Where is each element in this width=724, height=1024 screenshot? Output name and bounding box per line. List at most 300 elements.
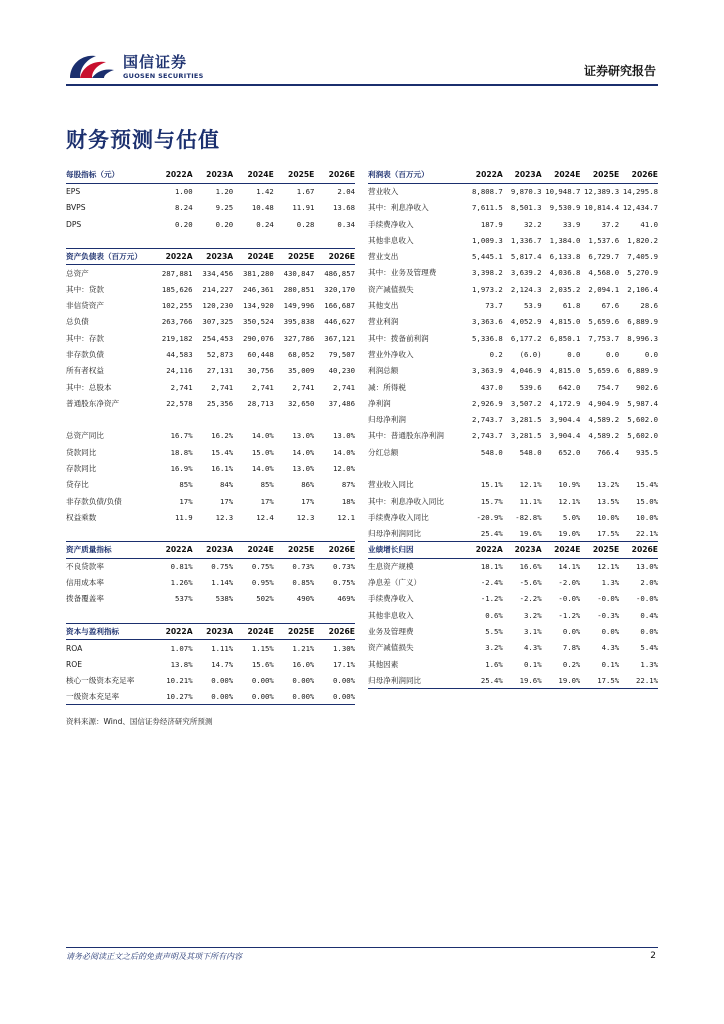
cell-value: 13.0% bbox=[636, 562, 658, 572]
cell-value: 754.7 bbox=[597, 382, 620, 392]
cell-value: 1,336.7 bbox=[510, 235, 542, 245]
cell-value: 4,568.0 bbox=[588, 268, 620, 278]
cell-value: 1.00 bbox=[175, 187, 193, 197]
table-row bbox=[368, 395, 658, 411]
cell-value: 486,857 bbox=[324, 268, 355, 278]
cell-value: 5,445.1 bbox=[472, 252, 503, 262]
table-row bbox=[368, 672, 658, 688]
table-row bbox=[368, 363, 658, 379]
cell-value: 0.20 bbox=[215, 219, 234, 229]
year-header: 2025E bbox=[580, 167, 619, 183]
year-header: 2022A bbox=[152, 623, 193, 639]
year-header: 2024E bbox=[233, 248, 274, 264]
year-header: 2025E bbox=[274, 623, 315, 639]
row-label bbox=[66, 232, 152, 248]
row-label: 不良贷款率 bbox=[66, 562, 104, 572]
row-label: DPS bbox=[66, 219, 82, 229]
cell-value: 548.0 bbox=[519, 447, 542, 457]
cell-value: 0.0% bbox=[640, 626, 658, 636]
cell-value: 18.8% bbox=[170, 447, 193, 457]
row-label: 拨备覆盖率 bbox=[66, 594, 104, 604]
cell-value: 14.0% bbox=[333, 447, 355, 457]
cell-value: 1,009.3 bbox=[472, 235, 503, 245]
cell-value: 350,524 bbox=[243, 317, 274, 327]
table-row bbox=[368, 200, 658, 216]
cell-value bbox=[580, 460, 619, 476]
table-header-row bbox=[66, 167, 355, 183]
cell-value: 4,815.0 bbox=[549, 317, 581, 327]
cell-value: 13.2% bbox=[597, 480, 620, 490]
cell-value: 5.5% bbox=[485, 626, 503, 636]
cell-value bbox=[193, 411, 234, 427]
cell-value: 41.0 bbox=[640, 219, 658, 229]
cell-value: 214,227 bbox=[202, 284, 234, 294]
cell-value: 37,486 bbox=[328, 398, 355, 408]
cell-value: 935.5 bbox=[636, 447, 658, 457]
cell-value: 367,121 bbox=[324, 333, 355, 343]
table-row bbox=[66, 346, 355, 362]
row-label bbox=[66, 607, 152, 623]
spacer-row bbox=[368, 460, 658, 476]
table-section-title: 业绩增长归因 bbox=[368, 542, 464, 558]
right-financial-tables bbox=[368, 167, 658, 689]
table-row bbox=[368, 314, 658, 330]
table-row bbox=[368, 607, 658, 623]
cell-value: 0.24 bbox=[256, 219, 274, 229]
cell-value bbox=[233, 526, 274, 542]
cell-value bbox=[619, 460, 658, 476]
year-header: 2024E bbox=[233, 167, 274, 183]
cell-value: 1.20 bbox=[215, 187, 234, 197]
cell-value: 16.7% bbox=[170, 431, 193, 441]
cell-value: 12,389.3 bbox=[584, 187, 620, 197]
cell-value: 16.0% bbox=[292, 659, 315, 669]
cell-value: 86% bbox=[301, 480, 315, 490]
year-header: 2024E bbox=[542, 167, 581, 183]
cell-value: 7,753.7 bbox=[588, 333, 620, 343]
cell-value: 430,847 bbox=[283, 268, 315, 278]
cell-value: 13.0% bbox=[333, 431, 355, 441]
cell-value: -2.2% bbox=[519, 594, 542, 604]
cell-value: 40,230 bbox=[328, 366, 355, 376]
cell-value: 12.0% bbox=[333, 463, 355, 473]
cell-value: 0.00% bbox=[193, 689, 234, 705]
year-header: 2026E bbox=[619, 167, 658, 183]
cell-value: 4,052.9 bbox=[510, 317, 542, 327]
cell-value: 16.1% bbox=[211, 463, 234, 473]
table-row bbox=[368, 591, 658, 607]
cell-value: 0.81% bbox=[170, 562, 193, 572]
cell-value: 537% bbox=[175, 594, 193, 604]
cell-value: 12.1% bbox=[558, 496, 581, 506]
cell-value: 2,106.4 bbox=[627, 284, 658, 294]
table-row bbox=[66, 379, 355, 395]
cell-value: 0.95% bbox=[251, 578, 274, 588]
cell-value: 0.0% bbox=[601, 626, 620, 636]
row-label: 营业收入 bbox=[368, 187, 399, 197]
cell-value: 134,920 bbox=[243, 301, 274, 311]
cell-value: 0.2% bbox=[562, 659, 581, 669]
cell-value: 1,384.0 bbox=[549, 235, 581, 245]
year-header: 2022A bbox=[152, 167, 193, 183]
table-header-row bbox=[368, 542, 658, 558]
cell-value: 548.0 bbox=[480, 447, 503, 457]
cell-value: 22.1% bbox=[619, 526, 658, 542]
table-row bbox=[368, 477, 658, 493]
cell-value: 120,230 bbox=[202, 301, 234, 311]
cell-value: 11.9 bbox=[175, 512, 193, 522]
cell-value: 13.0% bbox=[292, 463, 315, 473]
cell-value: 10.0% bbox=[597, 512, 620, 522]
table-row bbox=[66, 330, 355, 346]
table-row bbox=[66, 591, 355, 607]
table-row bbox=[66, 672, 355, 688]
cell-value: 246,361 bbox=[243, 284, 274, 294]
row-label bbox=[66, 411, 152, 427]
cell-value: 0.28 bbox=[296, 219, 315, 229]
table-row bbox=[368, 428, 658, 444]
table-row bbox=[66, 574, 355, 590]
cell-value: 10.48 bbox=[251, 203, 274, 213]
cell-value: 19.6% bbox=[503, 672, 542, 688]
year-header: 2023A bbox=[193, 542, 234, 558]
cell-value: 61.8 bbox=[562, 301, 581, 311]
row-label: 手续费净收入 bbox=[368, 594, 414, 604]
cell-value: 5,602.0 bbox=[627, 415, 658, 425]
cell-value: 15.6% bbox=[251, 659, 274, 669]
row-label: 非存款负债 bbox=[66, 349, 104, 359]
cell-value: 13.8% bbox=[170, 659, 193, 669]
cell-value: 6,850.1 bbox=[549, 333, 581, 343]
year-header: 2022A bbox=[152, 542, 193, 558]
cell-value: -0.0% bbox=[558, 594, 581, 604]
cell-value: 0.6% bbox=[485, 610, 503, 620]
cell-value: 0.1% bbox=[524, 659, 542, 669]
table-section-title: 资本与盈利指标 bbox=[66, 623, 152, 639]
cell-value: 30,756 bbox=[247, 366, 274, 376]
year-header: 2024E bbox=[233, 542, 274, 558]
year-header: 2025E bbox=[580, 542, 619, 558]
cell-value: 52,873 bbox=[206, 349, 234, 359]
cell-value: 652.0 bbox=[558, 447, 581, 457]
table-header-row bbox=[66, 542, 355, 558]
cell-value: 27,131 bbox=[206, 366, 234, 376]
row-label bbox=[368, 460, 464, 476]
cell-value: 902.6 bbox=[636, 382, 658, 392]
cell-value: 287,881 bbox=[161, 268, 193, 278]
table-row bbox=[66, 656, 355, 672]
cell-value: -20.9% bbox=[476, 512, 503, 522]
cell-value: 7,611.5 bbox=[472, 203, 503, 213]
cell-value: 5,659.6 bbox=[588, 317, 620, 327]
table-row bbox=[368, 623, 658, 639]
cell-value: 3,363.9 bbox=[472, 366, 503, 376]
logo-mark-icon bbox=[66, 50, 118, 82]
cell-value: 5,602.0 bbox=[627, 431, 658, 441]
cell-value: 3,639.2 bbox=[510, 268, 542, 278]
cell-value: 12.1% bbox=[597, 562, 620, 572]
cell-value: 1.6% bbox=[485, 659, 503, 669]
row-label: 总资产 bbox=[66, 268, 89, 278]
cell-value: 6,177.2 bbox=[510, 333, 542, 343]
table-row bbox=[368, 265, 658, 281]
cell-value: 37.2 bbox=[601, 219, 620, 229]
cell-value: 5,270.9 bbox=[627, 268, 658, 278]
row-label: 非信贷资产 bbox=[66, 301, 104, 311]
year-header: 2024E bbox=[233, 623, 274, 639]
cell-value: 17.5% bbox=[580, 526, 619, 542]
cell-value bbox=[274, 526, 315, 542]
row-label: 归母净利润 bbox=[368, 415, 406, 425]
row-label: 其中：贷款 bbox=[66, 284, 104, 294]
cell-value: -2.0% bbox=[558, 578, 581, 588]
cell-value: 28.6 bbox=[640, 301, 658, 311]
table-row bbox=[368, 444, 658, 460]
cell-value: 25,356 bbox=[206, 398, 234, 408]
cell-value: 642.0 bbox=[558, 382, 581, 392]
cell-value: 0.00% bbox=[251, 675, 274, 685]
table-row bbox=[368, 330, 658, 346]
row-label: 利润总额 bbox=[368, 366, 399, 376]
table-row bbox=[368, 346, 658, 362]
cell-value bbox=[152, 232, 193, 248]
row-label: 归母净利润同比 bbox=[368, 526, 464, 542]
row-label: 营业外净收入 bbox=[368, 349, 414, 359]
table-row bbox=[368, 281, 658, 297]
cell-value: 149,996 bbox=[283, 301, 315, 311]
cell-value: 2,741 bbox=[211, 382, 234, 392]
year-header: 2026E bbox=[314, 623, 355, 639]
cell-value: 327,786 bbox=[283, 333, 315, 343]
table-row bbox=[368, 656, 658, 672]
cell-value: 17% bbox=[301, 496, 315, 506]
cell-value: 8,808.7 bbox=[472, 187, 503, 197]
cell-value: -2.4% bbox=[480, 578, 503, 588]
cell-value: 6,889.9 bbox=[627, 317, 658, 327]
row-label: 其他非息收入 bbox=[368, 235, 414, 245]
table-row bbox=[368, 183, 658, 199]
cell-value: 4,172.9 bbox=[549, 398, 581, 408]
cell-value: 2,124.3 bbox=[510, 284, 542, 294]
cell-value: 0.0 bbox=[606, 349, 620, 359]
table-row bbox=[66, 460, 355, 476]
cell-value: 15.0% bbox=[636, 496, 658, 506]
row-label: 营业收入同比 bbox=[368, 480, 414, 490]
row-label: 总资产同比 bbox=[66, 431, 104, 441]
cell-value: 0.75% bbox=[211, 562, 234, 572]
logo-chinese-name: 国信证券 bbox=[123, 53, 188, 71]
row-label: 其中：业务及管理费 bbox=[368, 268, 437, 278]
cell-value: 11.1% bbox=[519, 496, 542, 506]
cell-value: 334,456 bbox=[202, 268, 234, 278]
page-number: 2 bbox=[650, 951, 656, 961]
cell-value: 14.0% bbox=[292, 447, 315, 457]
cell-value bbox=[193, 232, 234, 248]
row-label: 资产减值损失 bbox=[368, 643, 414, 653]
table-row bbox=[66, 428, 355, 444]
cell-value: 4,815.0 bbox=[549, 366, 581, 376]
table-row bbox=[368, 493, 658, 509]
cell-value: 3.2% bbox=[524, 610, 542, 620]
page-title: 财务预测与估值 bbox=[66, 128, 220, 152]
cell-value bbox=[233, 607, 274, 623]
row-label: 净息差（广义） bbox=[368, 578, 422, 588]
cell-value: 24,116 bbox=[166, 366, 193, 376]
cell-value: 17% bbox=[260, 496, 274, 506]
cell-value: 3,904.4 bbox=[549, 415, 581, 425]
cell-value: 12.3 bbox=[215, 512, 234, 522]
cell-value: 5.4% bbox=[640, 643, 658, 653]
year-header: 2026E bbox=[314, 542, 355, 558]
cell-value: 0.2 bbox=[489, 349, 503, 359]
row-label: 其中：总股本 bbox=[66, 382, 112, 392]
row-label: 减：所得税 bbox=[368, 382, 406, 392]
table-row bbox=[66, 183, 355, 199]
table-section-title: 资产质量指标 bbox=[66, 542, 152, 558]
cell-value: 3,398.2 bbox=[472, 268, 503, 278]
right-column bbox=[368, 167, 658, 689]
disclaimer-text: 请务必阅读正文之后的免责声明及其项下所有内容 bbox=[66, 952, 242, 961]
year-header: 2022A bbox=[152, 248, 193, 264]
cell-value: 10.0% bbox=[636, 512, 658, 522]
cell-value: 0.00% bbox=[211, 675, 234, 685]
table-row bbox=[66, 493, 355, 509]
cell-value: 469% bbox=[337, 594, 355, 604]
cell-value: 0.0 bbox=[567, 349, 581, 359]
table-row bbox=[368, 232, 658, 248]
cell-value: 1.21% bbox=[292, 643, 315, 653]
row-label bbox=[66, 526, 152, 542]
table-row bbox=[368, 248, 658, 264]
table-section-title: 每股指标（元） bbox=[66, 167, 152, 183]
cell-value: 1.15% bbox=[251, 643, 274, 653]
cell-value: 539.6 bbox=[519, 382, 542, 392]
table-header-row bbox=[66, 623, 355, 639]
table-row bbox=[368, 411, 658, 427]
table-row bbox=[66, 216, 355, 232]
cell-value: 84% bbox=[220, 480, 234, 490]
cell-value: 0.0 bbox=[644, 349, 658, 359]
cell-value bbox=[152, 607, 193, 623]
cell-value: -0.0% bbox=[597, 594, 620, 604]
year-header: 2024E bbox=[542, 542, 581, 558]
cell-value: 0.85% bbox=[292, 578, 315, 588]
row-label: ROE bbox=[66, 659, 83, 669]
cell-value: 9.25 bbox=[215, 203, 234, 213]
row-label: 营业利润 bbox=[368, 317, 399, 327]
row-label: ROA bbox=[66, 643, 83, 653]
data-source-note: 资料来源：Wind、国信证券经济研究所预测 bbox=[66, 717, 213, 726]
cell-value: 6,729.7 bbox=[588, 252, 620, 262]
year-header: 2023A bbox=[503, 167, 542, 183]
cell-value: 8,996.3 bbox=[627, 333, 658, 343]
table-header-row bbox=[368, 167, 658, 183]
cell-value: 14.0% bbox=[251, 463, 274, 473]
cell-value: 17% bbox=[179, 496, 193, 506]
row-label: 普通股东净资产 bbox=[66, 398, 120, 408]
year-header: 2025E bbox=[274, 167, 315, 183]
cell-value: 4,046.9 bbox=[510, 366, 542, 376]
cell-value: 2,743.7 bbox=[472, 431, 503, 441]
cell-value: 15.4% bbox=[636, 480, 658, 490]
cell-value: 22,578 bbox=[166, 398, 193, 408]
cell-value: 766.4 bbox=[597, 447, 620, 457]
cell-value: 60,448 bbox=[247, 349, 274, 359]
cell-value: 2,926.9 bbox=[472, 398, 503, 408]
table-row bbox=[368, 216, 658, 232]
footer-divider bbox=[66, 947, 658, 948]
spacer-row bbox=[66, 526, 355, 542]
row-label: 存款同比 bbox=[66, 463, 97, 473]
spacer-row bbox=[66, 232, 355, 248]
cell-value: 10,948.7 bbox=[545, 187, 581, 197]
cell-value: 19.0% bbox=[542, 526, 581, 542]
cell-value: -0.0% bbox=[636, 594, 658, 604]
cell-value: 219,182 bbox=[161, 333, 193, 343]
row-label: 其中：利息净收入 bbox=[368, 203, 429, 213]
table-row bbox=[66, 363, 355, 379]
cell-value: 10,814.4 bbox=[584, 203, 620, 213]
cell-value: 33.9 bbox=[562, 219, 581, 229]
cell-value: 4,589.2 bbox=[588, 415, 620, 425]
cell-value: 102,255 bbox=[161, 301, 193, 311]
cell-value: 3,281.5 bbox=[510, 415, 542, 425]
table-row bbox=[368, 379, 658, 395]
cell-value: 87% bbox=[341, 480, 355, 490]
cell-value: 0.00% bbox=[274, 689, 315, 705]
cell-value: 25.4% bbox=[464, 672, 503, 688]
cell-value: 19.6% bbox=[503, 526, 542, 542]
cell-value: 85% bbox=[260, 480, 274, 490]
cell-value: -1.2% bbox=[480, 594, 503, 604]
cell-value: 307,325 bbox=[202, 317, 234, 327]
cell-value: 85% bbox=[179, 480, 193, 490]
cell-value: 538% bbox=[215, 594, 234, 604]
cell-value: 4.3% bbox=[601, 643, 620, 653]
cell-value: 490% bbox=[296, 594, 315, 604]
cell-value: 1.14% bbox=[211, 578, 234, 588]
table-row bbox=[368, 526, 658, 542]
table-row bbox=[368, 640, 658, 656]
row-label: 其他因素 bbox=[368, 659, 399, 669]
cell-value bbox=[152, 411, 193, 427]
cell-value: 44,583 bbox=[166, 349, 193, 359]
cell-value: 8,501.3 bbox=[510, 203, 542, 213]
cell-value: 2,741 bbox=[170, 382, 193, 392]
cell-value: 18% bbox=[341, 496, 355, 506]
row-label: 归母净利润同比 bbox=[368, 672, 464, 688]
cell-value: 166,687 bbox=[324, 301, 355, 311]
cell-value: 5.0% bbox=[562, 512, 581, 522]
table-header-row bbox=[66, 248, 355, 264]
cell-value: 2.04 bbox=[337, 187, 355, 197]
cell-value: 13.68 bbox=[333, 203, 355, 213]
cell-value: 15.4% bbox=[211, 447, 234, 457]
cell-value: 1.30% bbox=[333, 643, 355, 653]
cell-value: 73.7 bbox=[485, 301, 503, 311]
year-header: 2025E bbox=[274, 248, 315, 264]
cell-value: 14,295.8 bbox=[622, 187, 658, 197]
row-label: 业务及管理费 bbox=[368, 626, 414, 636]
spacer-row bbox=[66, 607, 355, 623]
cell-value: 2,741 bbox=[333, 382, 355, 392]
cell-value: 12.4 bbox=[256, 512, 274, 522]
cell-value: 7,405.9 bbox=[627, 252, 658, 262]
cell-value: 12.1% bbox=[519, 480, 542, 490]
table-row bbox=[66, 640, 355, 656]
cell-value: 3.2% bbox=[485, 643, 503, 653]
cell-value: 9,870.3 bbox=[510, 187, 542, 197]
